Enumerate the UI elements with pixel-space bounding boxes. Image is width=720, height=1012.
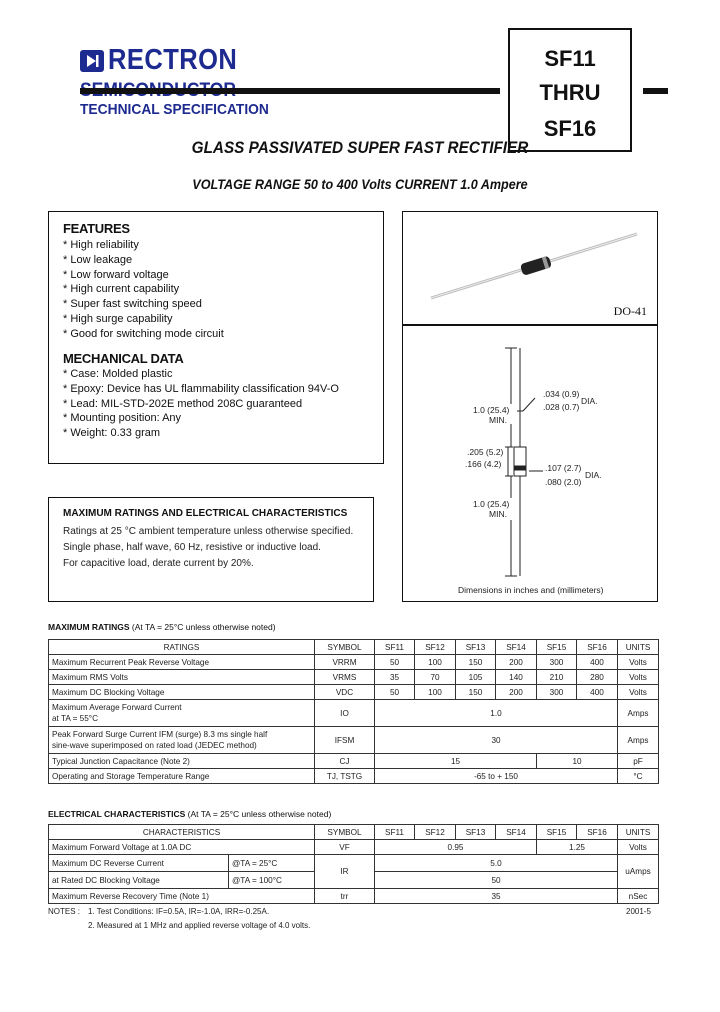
cell: nSec: [618, 889, 659, 904]
table-row: [49, 655, 659, 670]
electrical-title: [48, 809, 331, 819]
cell: Volts: [618, 685, 659, 700]
part-number-thru: THRU: [539, 80, 601, 105]
header-rule-left: [80, 88, 500, 94]
table-header-row: [49, 640, 659, 655]
cell: [49, 727, 315, 754]
cell: 70: [415, 670, 456, 685]
rectron-logo-icon: [80, 50, 104, 72]
header-rule-right: [643, 88, 668, 94]
max-ratings-condition: (At TA = 25°C unless otherwise noted): [131, 622, 276, 632]
table-row: [49, 700, 659, 727]
part-number-box: [508, 28, 632, 152]
company-name: RECTRON: [108, 44, 238, 76]
cell: VF: [315, 840, 375, 855]
cell: 400: [577, 685, 618, 700]
cell: Operating and Storage Temperature Range: [49, 769, 315, 784]
document-type: TECHNICAL SPECIFICATION: [80, 101, 269, 118]
lead-dia-min: .028 (0.7): [543, 402, 580, 412]
cell: Maximum RMS Volts: [49, 670, 315, 685]
cell: at Rated DC Blocking Voltage: [49, 872, 229, 889]
note-2: 2. Measured at 1 MHz and applied reverse voltage of 4.0 volts.: [88, 921, 311, 930]
feature-item: * Low forward voltage: [63, 268, 224, 283]
body-length-min: .166 (4.2): [465, 459, 502, 469]
table-row: [49, 685, 659, 700]
cell: 105: [456, 670, 496, 685]
header-cell: SF12: [415, 825, 456, 840]
cell: 150: [456, 655, 496, 670]
cell: 400: [577, 655, 618, 670]
header-cell: SYMBOL: [315, 825, 375, 840]
cell: 50: [375, 655, 415, 670]
cell: 15: [375, 754, 537, 769]
note-1: 1. Test Conditions: IF=0.5A, IR=-1.0A, IRR=-0.25A.: [88, 907, 270, 916]
cell: CJ: [315, 754, 375, 769]
cell: IO: [315, 700, 375, 727]
cell: uAmps: [618, 855, 659, 889]
cell: Volts: [618, 655, 659, 670]
table-row: [49, 727, 659, 754]
cell: Volts: [618, 840, 659, 855]
table-row: [49, 769, 659, 784]
header-cell: SF16: [577, 825, 618, 840]
cell-text: sine-wave superimposed on rated load (JEDEC method): [52, 741, 257, 750]
cell: 30: [375, 727, 618, 754]
header-cell: SYMBOL: [315, 640, 375, 655]
cell: 0.95: [375, 840, 537, 855]
cell: 1.25: [537, 840, 618, 855]
features-box: [48, 211, 384, 464]
table-row: [49, 670, 659, 685]
cell-text: Peak Forward Surge Current IFM (surge) 8.3 ms single half: [52, 730, 268, 739]
cell: Maximum DC Reverse Current: [49, 855, 229, 872]
cell-text: at TA = 55°C: [52, 714, 98, 723]
feature-item: * Super fast switching speed: [63, 297, 224, 312]
cell: °C: [618, 769, 659, 784]
cell: Amps: [618, 700, 659, 727]
header-cell: SF16: [577, 640, 618, 655]
cell: Maximum DC Blocking Voltage: [49, 685, 315, 700]
feature-item: * High surge capability: [63, 312, 224, 327]
cell: 100: [415, 655, 456, 670]
header-cell: SF15: [537, 640, 577, 655]
header-cell: SF14: [496, 640, 537, 655]
features-heading: FEATURES: [63, 221, 130, 236]
lead-length-bottom: 1.0 (25.4): [473, 499, 510, 509]
body-dia-max: .107 (2.7): [545, 463, 582, 473]
document-title: GLASS PASSIVATED SUPER FAST RECTIFIER: [191, 138, 529, 157]
header-cell: RATINGS: [49, 640, 315, 655]
max-ratings-title: [48, 622, 276, 632]
body-dia-label: DIA.: [585, 470, 602, 480]
cell: pF: [618, 754, 659, 769]
cell: IFSM: [315, 727, 375, 754]
table-row: [49, 840, 659, 855]
header-cell: SF15: [537, 825, 577, 840]
lead-dia-label: DIA.: [581, 396, 598, 406]
table-row: [49, 889, 659, 904]
header-cell: SF13: [456, 825, 496, 840]
document-subtitle: VOLTAGE RANGE 50 to 400 Volts CURRENT 1.0 Ampere: [192, 176, 528, 192]
cell: 140: [496, 670, 537, 685]
lead-length-top: 1.0 (25.4): [473, 405, 510, 415]
cell: VDC: [315, 685, 375, 700]
cell: IR: [315, 855, 375, 889]
cell: Maximum Reverse Recovery Time (Note 1): [49, 889, 315, 904]
electrical-title-text: ELECTRICAL CHARACTERISTICS: [48, 809, 186, 819]
cell: Amps: [618, 727, 659, 754]
dimension-drawing: [403, 326, 657, 601]
cell: Maximum Recurrent Peak Reverse Voltage: [49, 655, 315, 670]
cell: TJ, TSTG: [315, 769, 375, 784]
header-cell: UNITS: [618, 640, 659, 655]
cell: @TA = 100°C: [229, 872, 315, 889]
cell: VRMS: [315, 670, 375, 685]
ratings-box-heading: MAXIMUM RATINGS AND ELECTRICAL CHARACTERISTICS: [63, 508, 348, 519]
lead-dia-max: .034 (0.9): [543, 389, 580, 399]
dimension-drawing-box: [402, 325, 658, 602]
cell: 210: [537, 670, 577, 685]
header-cell: CHARACTERISTICS: [49, 825, 315, 840]
table-row: [49, 754, 659, 769]
feature-item: * High reliability: [63, 238, 224, 253]
cell: @TA = 25°C: [229, 855, 315, 872]
cell: 200: [496, 655, 537, 670]
electrical-condition: (At TA = 25°C unless otherwise noted): [187, 809, 332, 819]
feature-item: * Good for switching mode circuit: [63, 327, 224, 342]
cell: -65 to + 150: [375, 769, 618, 784]
ratings-conditions-box: [48, 497, 374, 602]
body-length-max: .205 (5.2): [467, 447, 504, 457]
cell: VRRM: [315, 655, 375, 670]
cell: Typical Junction Capacitance (Note 2): [49, 754, 315, 769]
part-number-to: SF16: [543, 116, 597, 141]
cell: trr: [315, 889, 375, 904]
header-cell: SF11: [375, 825, 415, 840]
notes-label: NOTES :: [48, 907, 81, 916]
features-list: [63, 238, 224, 342]
electrical-table: [48, 824, 659, 904]
package-name: DO-41: [613, 304, 647, 318]
header-cell: SF14: [496, 825, 537, 840]
mechanical-list: [63, 367, 339, 441]
mechanical-heading: MECHANICAL DATA: [63, 351, 184, 366]
cell: 35: [375, 670, 415, 685]
feature-item: * High current capability: [63, 282, 224, 297]
cell: 300: [537, 685, 577, 700]
table-row: [49, 855, 659, 872]
max-ratings-title-text: MAXIMUM RATINGS: [48, 622, 130, 632]
lead-length-bottom-min: MIN.: [489, 509, 507, 519]
mechanical-item: * Mounting position: Any: [63, 411, 339, 426]
package-image-box: [402, 211, 658, 325]
body-dia-min: .080 (2.0): [545, 477, 582, 487]
mechanical-item: * Lead: MIL-STD-202E method 208C guaranteed: [63, 397, 339, 412]
cell: 5.0: [375, 855, 618, 872]
cell: 10: [537, 754, 618, 769]
cell: 150: [456, 685, 496, 700]
ratings-box-line: Ratings at 25 °C ambient temperature unless otherwise specified.: [63, 526, 354, 537]
cell: 50: [375, 872, 618, 889]
ratings-box-line: Single phase, half wave, 60 Hz, resistive or inductive load.: [63, 542, 321, 553]
feature-item: * Low leakage: [63, 253, 224, 268]
ratings-box-line: For capacitive load, derate current by 20%.: [63, 558, 254, 569]
cell: 35: [375, 889, 618, 904]
cell-text: Maximum Average Forward Current: [52, 703, 182, 712]
header-cell: UNITS: [618, 825, 659, 840]
cell: 100: [415, 685, 456, 700]
cell: [49, 700, 315, 727]
cell: 300: [537, 655, 577, 670]
cell: 50: [375, 685, 415, 700]
header-cell: SF12: [415, 640, 456, 655]
cell: Volts: [618, 670, 659, 685]
lead-length-top-min: MIN.: [489, 415, 507, 425]
cell: Maximum Forward Voltage at 1.0A DC: [49, 840, 315, 855]
header-cell: SF11: [375, 640, 415, 655]
header-cell: SF13: [456, 640, 496, 655]
mechanical-item: * Weight: 0.33 gram: [63, 426, 339, 441]
document-code: 2001-5: [626, 907, 651, 916]
cell: 200: [496, 685, 537, 700]
part-number-from: SF11: [544, 46, 596, 71]
dimension-note: Dimensions in inches and (millimeters): [458, 585, 604, 595]
cell: 1.0: [375, 700, 618, 727]
max-ratings-table: [48, 639, 659, 784]
mechanical-item: * Case: Molded plastic: [63, 367, 339, 382]
table-header-row: [49, 825, 659, 840]
cell: 280: [577, 670, 618, 685]
mechanical-item: * Epoxy: Device has UL flammability classification 94V-O: [63, 382, 339, 397]
